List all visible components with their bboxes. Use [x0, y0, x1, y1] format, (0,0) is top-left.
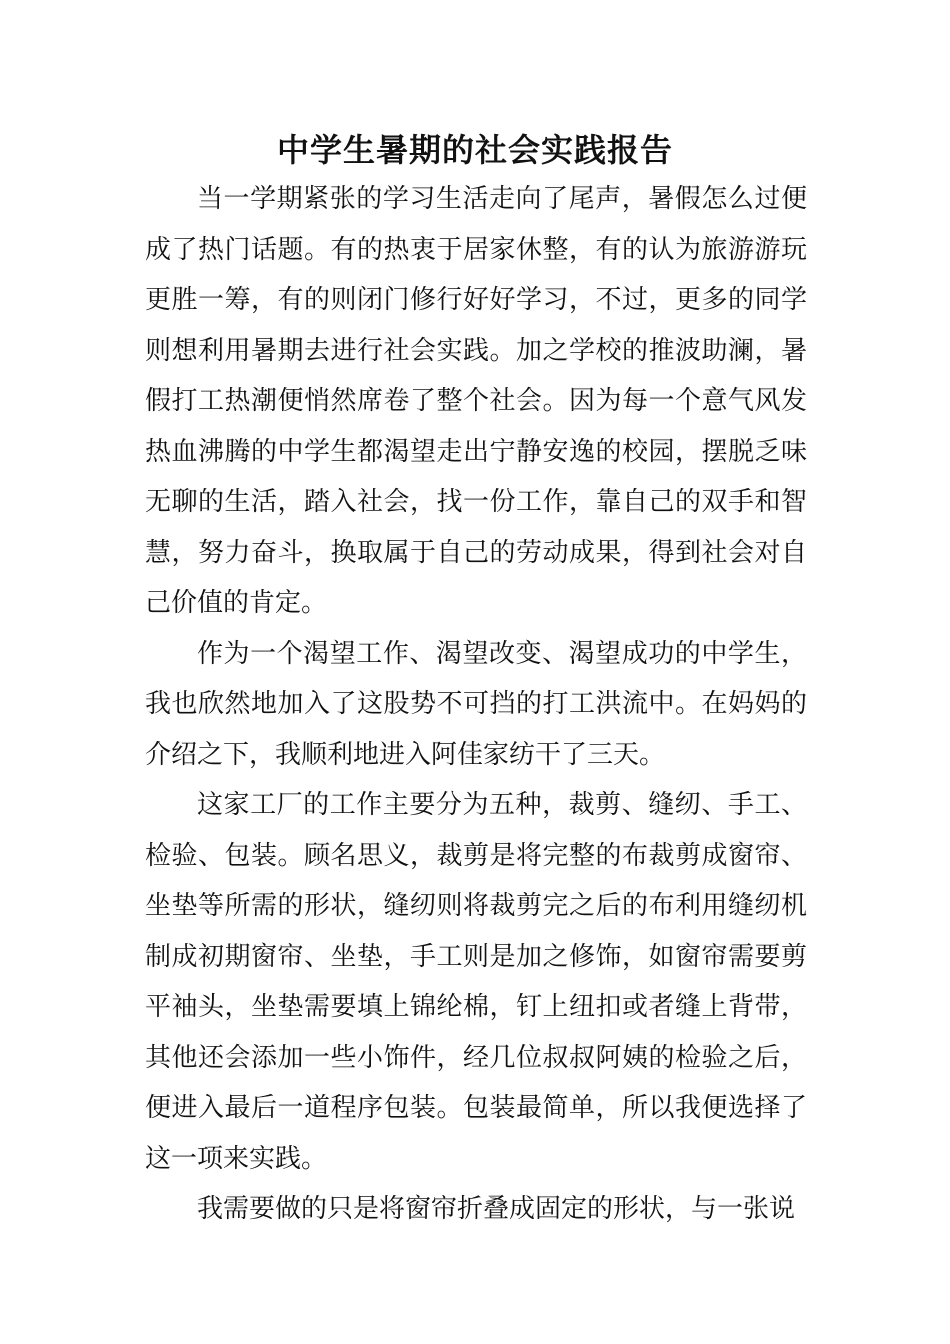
- paragraph-2: 作为一个渴望工作、渴望改变、渴望成功的中学生，我也欣然地加入了这股势不可挡的打工洪流中。在妈妈的介绍之下，我顺利地进入阿佳家纺干了三天。: [145, 638, 807, 770]
- paragraph-1: 当一学期紧张的学习生活走向了尾声，暑假怎么过便成了热门话题。有的热衷于居家休整，有的认为旅游游玩更胜一筹，有的则闭门修行好好学习，不过，更多的同学则想利用暑期去进行社会实践。加之学校的推波助澜，暑假打工热潮便悄然席卷了整个社会。因为每一个意气风发热血沸腾的中学生都渴望走出宁静安逸的校园，摆脱乏味无聊的生活，踏入社会，找一份工作，靠自己的双手和智慧，努力奋斗，换取属于自己的劳动成果，得到社会对自己价值的肯定。: [145, 184, 807, 618]
- document-body: [145, 174, 807, 1235]
- paragraph-4: 我需要做的只是将窗帘折叠成固定的形状，与一张说: [197, 1194, 796, 1224]
- document-title: 中学生暑期的社会实践报告: [276, 131, 673, 169]
- paragraph-3: 这家工厂的工作主要分为五种，裁剪、缝纫、手工、检验、包装。顾名思义，裁剪是将完整的布裁剪成窗帘、坐垫等所需的形状，缝纫则将裁剪完之后的布利用缝纫机制成初期窗帘、坐垫，手工则是加之修饰，如窗帘需要剪平袖头，坐垫需要填上锦纶棉，钉上纽扣或者缝上背带，其他还会添加一些小饰件，经几位叔叔阿姨的检验之后，便进入最后一道程序包装。包装最简单，所以我便选择了这一项来实践。: [145, 790, 807, 1174]
